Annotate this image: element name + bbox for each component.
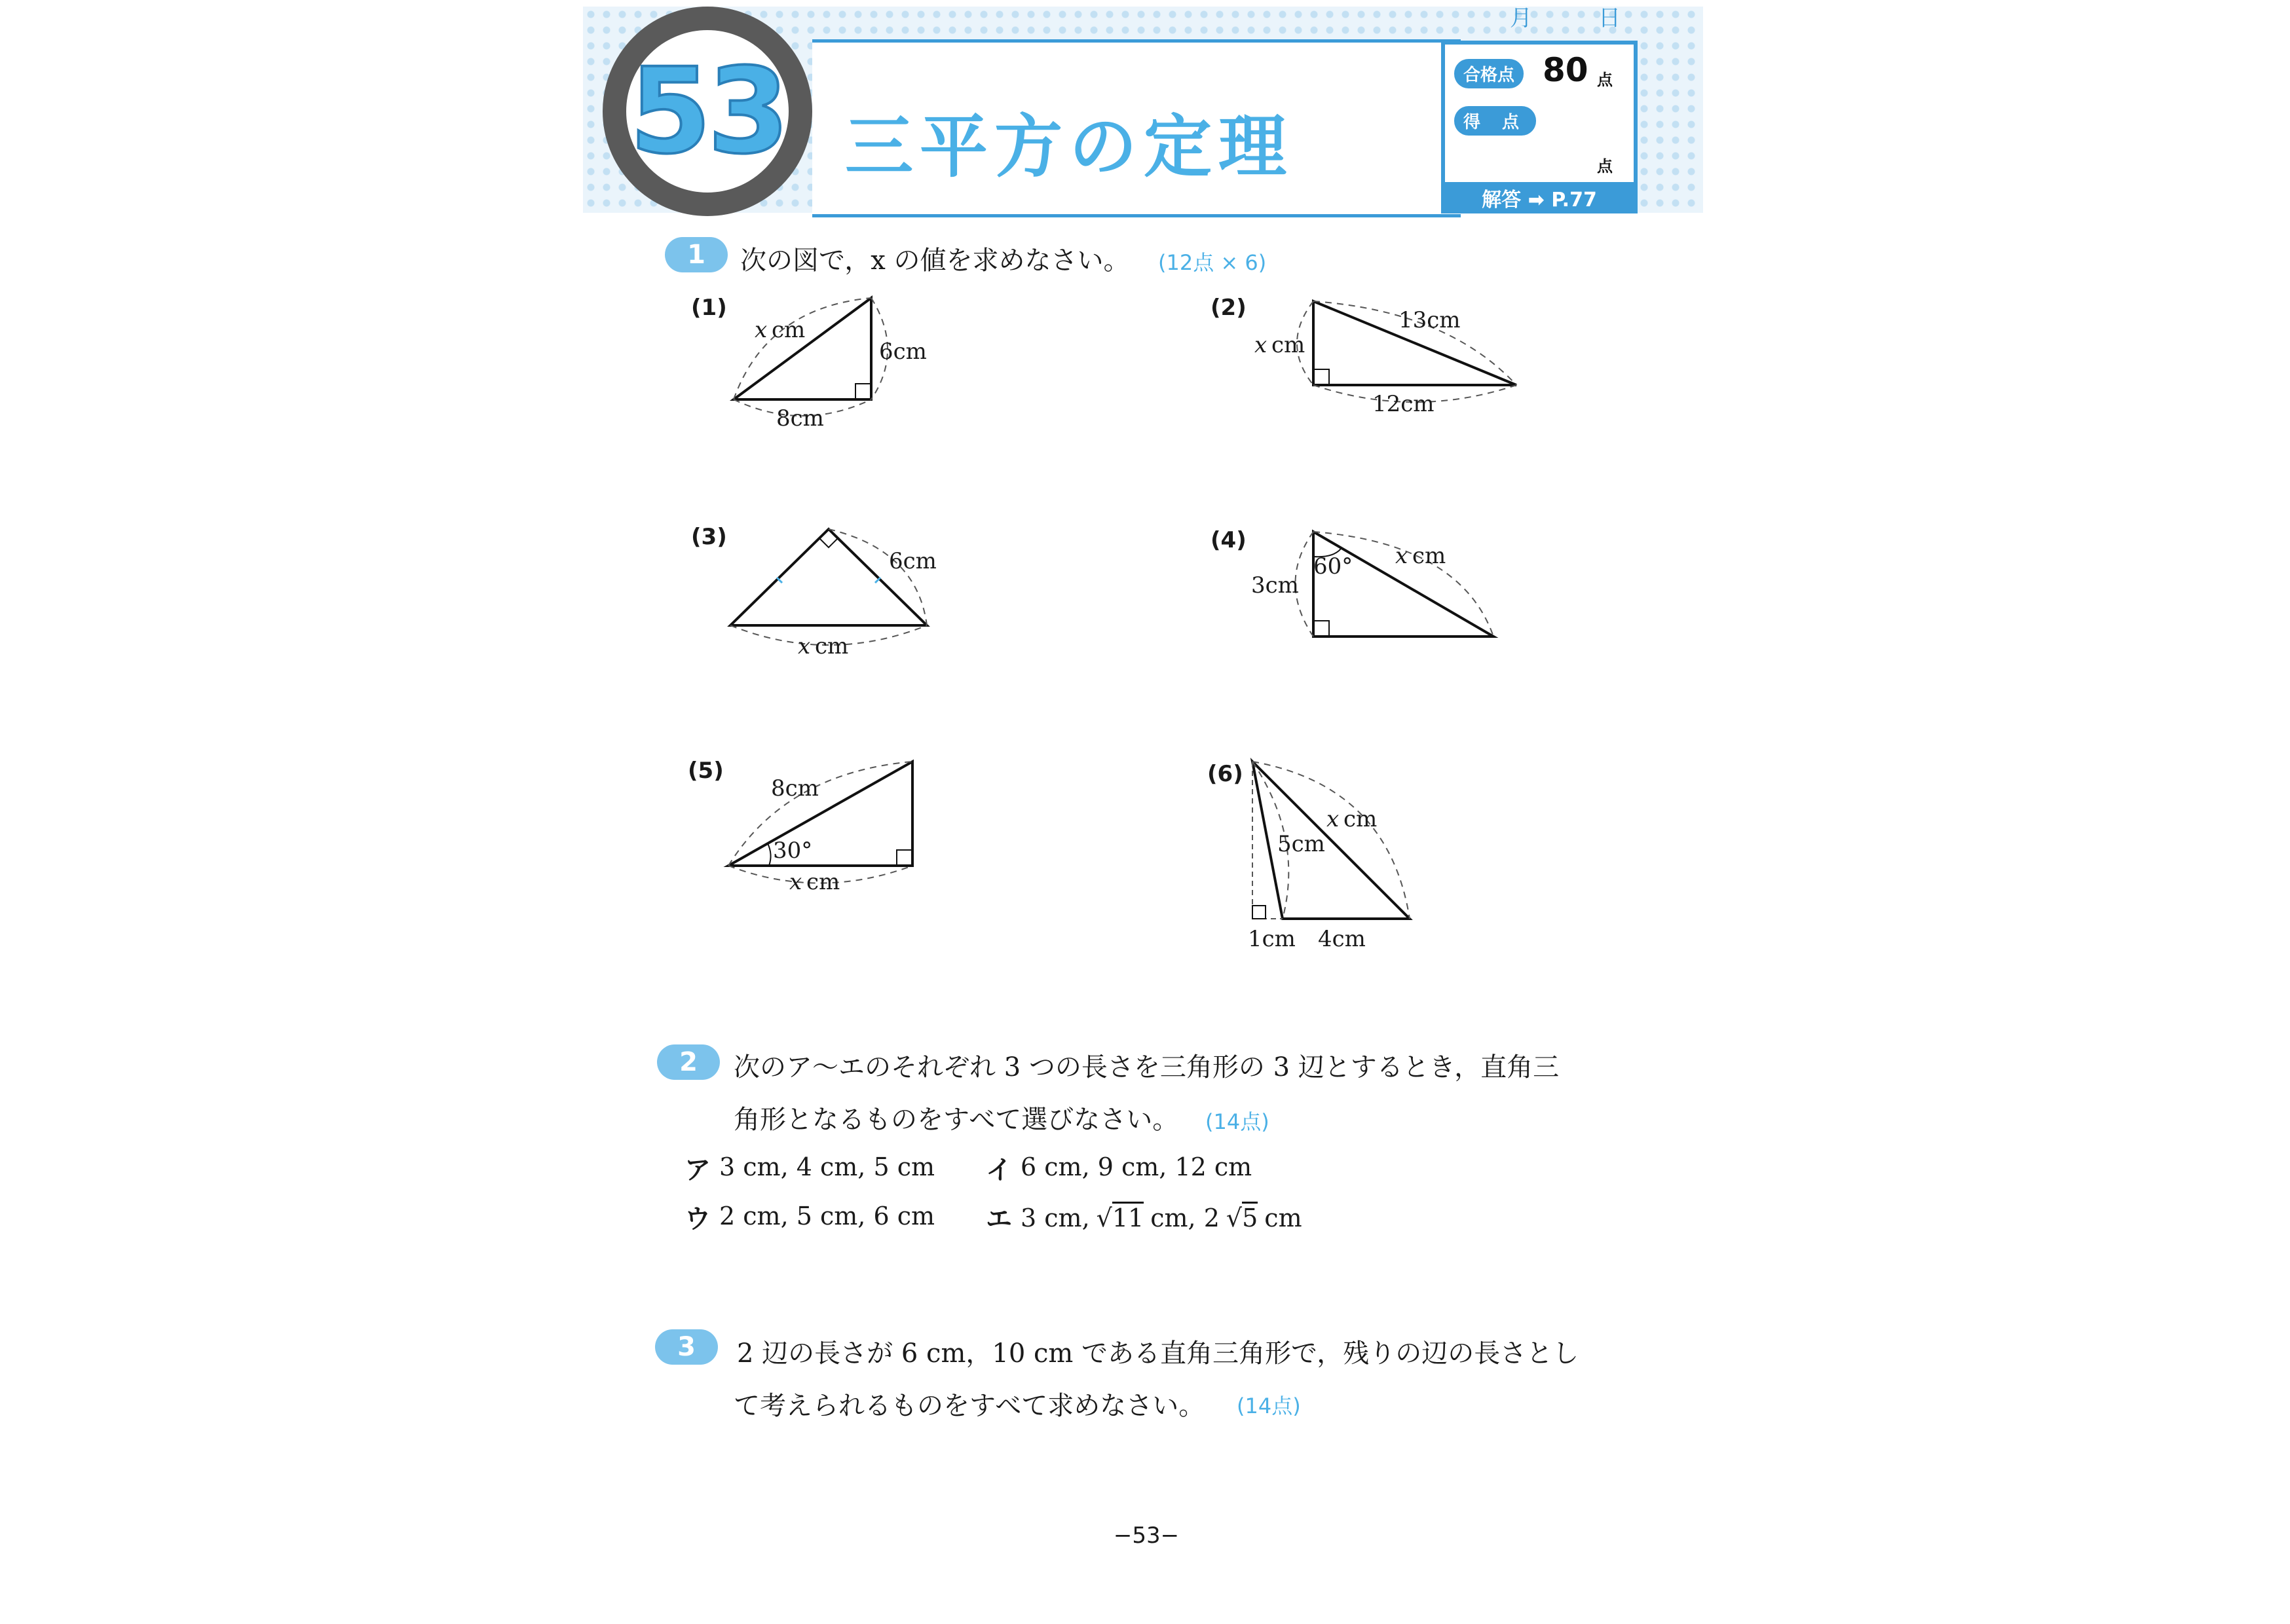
fig4-side-3: 3cm (1251, 572, 1299, 599)
fig5-x-var: x (789, 869, 802, 895)
question-1-badge: 1 (665, 237, 728, 272)
question-3-badge: 3 (655, 1329, 718, 1365)
score-unit: 点 (1597, 157, 1613, 175)
sqrt-11 (1097, 1202, 1144, 1232)
question-2-points: (14点) (1205, 1109, 1269, 1134)
answer-reference: 解答 ➡ P.77 (1441, 182, 1638, 213)
fig2-side-12: 12cm (1372, 391, 1435, 417)
figure-1-label: (1) (691, 295, 727, 321)
choice-b-mark: イ (986, 1155, 1012, 1185)
sqrt-sign: √ (1096, 1204, 1112, 1232)
figure-5-label: (5) (688, 758, 724, 784)
choice-d-part-c: cm (1264, 1204, 1302, 1232)
figure-5 (728, 762, 912, 895)
question-2-text-line1: 次のア～エのそれぞれ 3 つの長さを三角形の 3 辺とするとき，直角三 (734, 1052, 1560, 1082)
question-2-text-line2: 角形となるものをすべて選びなさい。 (734, 1105, 1179, 1135)
date-month-label: 月 (1510, 5, 1532, 31)
choice-c-mark: ウ (685, 1204, 711, 1234)
fig2-x-unit: cm (1271, 332, 1305, 358)
figure-6-label: (6) (1207, 761, 1243, 787)
figure-3 (730, 529, 937, 659)
sqrt-sign: √ (1226, 1204, 1243, 1232)
figure-2 (1254, 301, 1516, 417)
question-2-badge: 2 (657, 1044, 720, 1080)
figure-6 (1248, 762, 1410, 952)
fig1-side-6: 6cm (879, 339, 927, 365)
sqrt-5-radicand: 5 (1242, 1202, 1258, 1232)
fig6-x-unit: cm (1343, 806, 1378, 832)
fig1-x-var: x (755, 317, 768, 343)
fig6-side-5: 5cm (1277, 831, 1325, 857)
sqrt-11-radicand: 11 (1112, 1202, 1144, 1232)
date-day-label: 日 (1598, 5, 1621, 31)
figure-4-label: (4) (1211, 527, 1247, 553)
choice-d-text (1021, 1202, 1302, 1232)
pass-score-label: 合格点 (1454, 59, 1524, 88)
figure-2-label: (2) (1211, 295, 1247, 321)
figure-3-label: (3) (691, 524, 727, 550)
pass-score-value: 80 (1543, 51, 1588, 89)
sqrt-5 (1226, 1202, 1258, 1232)
question-3-points: (14点) (1237, 1393, 1301, 1418)
question-1-points: (12点 × 6) (1158, 250, 1267, 275)
choice-d-part-a: 3 cm, (1021, 1204, 1090, 1232)
fig6-side-4: 4cm (1318, 926, 1366, 952)
fig2-side-13: 13cm (1398, 307, 1461, 333)
fig3-x-unit: cm (815, 633, 849, 659)
fig5-x-unit: cm (806, 869, 840, 895)
fig4-angle-60: 60° (1313, 553, 1353, 580)
fig6-side-1: 1cm (1248, 926, 1296, 952)
pass-score-unit: 点 (1597, 71, 1613, 89)
fig4-x-unit: cm (1412, 543, 1446, 569)
page-title: 三平方の定理 (845, 107, 1294, 187)
choice-d-part-b: cm, 2 (1150, 1204, 1220, 1232)
figure-4 (1251, 532, 1493, 637)
fig3-side-6: 6cm (889, 548, 937, 574)
fig2-x-var: x (1254, 332, 1267, 358)
page-number: −53− (1113, 1522, 1180, 1549)
fig5-side-8: 8cm (771, 775, 819, 802)
fig1-x-unit: cm (772, 317, 806, 343)
lesson-number: 53 (629, 43, 786, 180)
fig5-angle-30: 30° (773, 838, 813, 864)
fig4-x-var: x (1395, 543, 1408, 569)
fig3-x-var: x (798, 633, 811, 659)
fig1-side-8: 8cm (776, 405, 824, 432)
figure-1 (734, 298, 927, 432)
question-3-text-line1: 2 辺の長さが 6 cm，10 cm である直角三角形で，残りの辺の長さとし (737, 1338, 1579, 1369)
choice-a-mark: ア (685, 1155, 711, 1185)
question-1-text: 次の図で，x の値を求めなさい。 (740, 246, 1130, 276)
fig6-x-var: x (1326, 806, 1340, 832)
choice-c-text: 2 cm, 5 cm, 6 cm (719, 1202, 935, 1230)
score-label: 得 点 (1454, 106, 1536, 136)
choice-d-mark: エ (986, 1204, 1012, 1234)
question-3-text-line2: て考えられるものをすべて求めなさい。 (734, 1391, 1205, 1421)
choice-b-text: 6 cm, 9 cm, 12 cm (1021, 1153, 1252, 1181)
choice-a-text: 3 cm, 4 cm, 5 cm (719, 1153, 935, 1181)
